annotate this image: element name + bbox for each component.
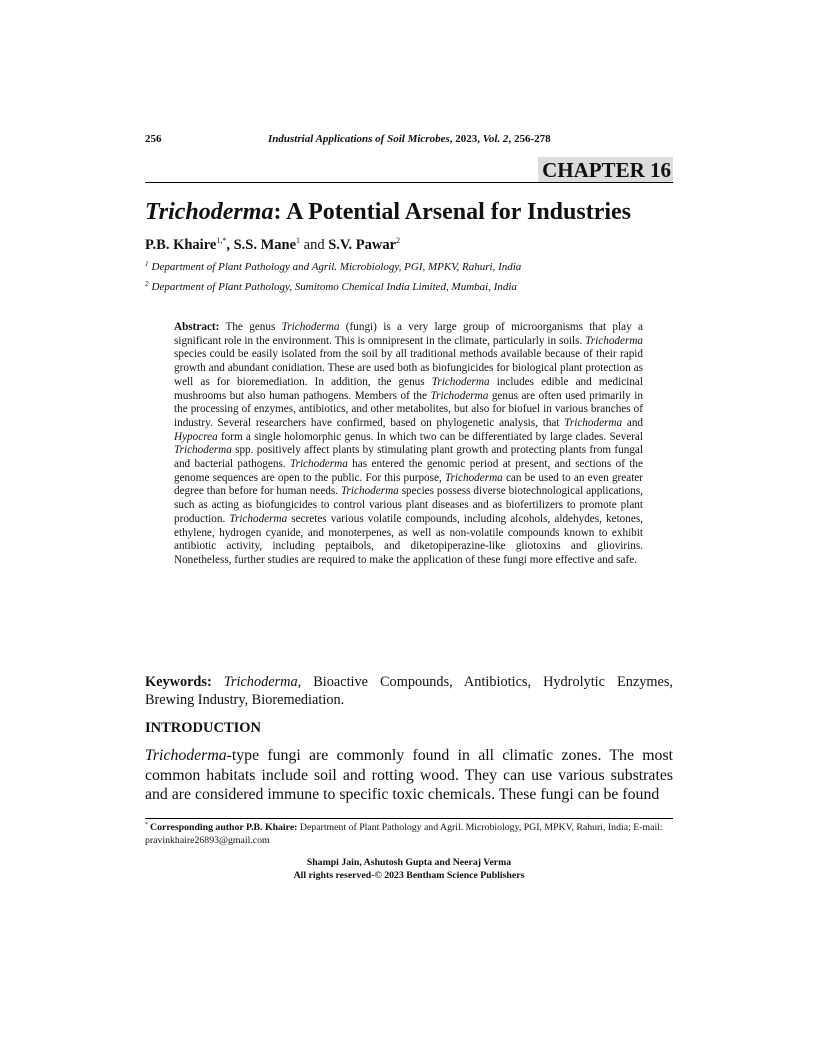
journal-volume: Vol. 2 bbox=[482, 133, 509, 145]
chapter-label: CHAPTER 16 bbox=[538, 157, 673, 182]
italic-term: Trichoderma bbox=[431, 375, 490, 388]
journal-title: Industrial Applications of Soil Microbes bbox=[268, 133, 450, 145]
italic-term: Trichoderma bbox=[564, 416, 623, 429]
text-run: form a single holomorphic genus. In which two can be differentiated by large clades. Several bbox=[217, 430, 643, 443]
text-run: secretes various volatile compounds, including alcohols, aldehydes, ketones, ethylene, hydrogen cyanide, and monoterpenes, as well as non-volatile compounds known to exhibit antibiotic activity, including peptaibols, and diketopiperazine-like gliotoxins and gliovirins. Nonetheless, further studies are required to make the application of these fungi more effective and safe. bbox=[174, 512, 643, 566]
author-name: S.S. Mane bbox=[233, 237, 297, 253]
italic-term: Trichoderma bbox=[340, 485, 399, 498]
abstract-label: Abstract: bbox=[174, 321, 220, 333]
journal-year: , 2023, bbox=[449, 133, 483, 145]
publisher-block bbox=[145, 857, 673, 882]
text-run: and bbox=[622, 416, 644, 429]
chapter-title bbox=[145, 197, 673, 227]
text-run: The genus bbox=[219, 321, 282, 333]
author-name: S.V. Pawar bbox=[328, 237, 397, 253]
italic-term: Trichoderma bbox=[289, 458, 348, 471]
footnote-marker: * bbox=[145, 822, 148, 828]
rights-line: All rights reserved-© 2023 Bentham Science Publishers bbox=[293, 869, 525, 881]
affiliation bbox=[145, 280, 517, 294]
italic-term: Trichoderma bbox=[229, 512, 288, 525]
italic-term: Trichoderma bbox=[430, 389, 489, 402]
text-run: has entered the genomic period at present, and sections of the genome sequences are open to the public. For this purpose, bbox=[174, 458, 643, 484]
author-separator: , bbox=[226, 237, 234, 253]
author-affiliation-marker: 1 bbox=[296, 236, 301, 245]
keywords bbox=[145, 673, 673, 709]
footnote bbox=[145, 822, 673, 847]
affiliation-text: Department of Plant Pathology and Agril. Microbiology, PGI, MPKV, Rahuri, India bbox=[151, 261, 522, 273]
italic-term: Hypocrea bbox=[174, 430, 218, 443]
author-separator: and bbox=[300, 237, 329, 253]
italic-term: Trichoderma bbox=[174, 444, 232, 457]
journal-citation bbox=[268, 133, 551, 145]
keywords-label: Keywords: bbox=[145, 674, 212, 690]
author-list bbox=[145, 236, 400, 254]
author-name: P.B. Khaire bbox=[145, 237, 217, 253]
text-run: genus are often used primarily in the processing of enzymes, antibiotics, and other metabolites, but also for biofuel in various branches of industry. Several researchers have confirmed, based on phylogenetic analysis, that bbox=[174, 389, 643, 429]
abstract-body bbox=[174, 321, 643, 566]
abstract bbox=[174, 321, 643, 568]
author-affiliation-marker: 1,* bbox=[216, 236, 227, 245]
affiliation-text: Department of Plant Pathology, Sumitomo Chemical India Limited, Mumbai, India bbox=[151, 281, 517, 293]
text-run: species possess diverse biotechnological applications, such as acting as biofungicides to control various plant diseases and as biofertilizers to promote plant production. bbox=[174, 485, 643, 525]
text-run: , Bioactive Compounds, Antibiotics, Hydrolytic Enzymes, Brewing Industry, Bioremediation. bbox=[145, 674, 674, 708]
page-number: 256 bbox=[145, 133, 162, 145]
running-head bbox=[145, 133, 673, 149]
italic-term: Trichoderma bbox=[444, 471, 503, 484]
title-italic: Trichoderma bbox=[145, 199, 274, 225]
footnote-rule bbox=[145, 818, 673, 819]
text-run bbox=[212, 674, 224, 690]
title-rest: : A Potential Arsenal for Industries bbox=[273, 199, 631, 225]
affiliation-number: 1 bbox=[145, 260, 149, 268]
text-run: (fungi) is a very large group of microorganisms that play a significant role in the environment. This is omnipresent in the climate, particularly in soils. bbox=[174, 321, 643, 347]
text-run: can be used to an even greater degree than before for human needs. bbox=[174, 471, 643, 498]
text-run: includes edible and medicinal mushrooms but also human pathogens. Members of the bbox=[174, 375, 643, 402]
introduction-paragraph bbox=[145, 746, 673, 805]
affiliation bbox=[145, 260, 521, 274]
footnote-text: Department of Plant Pathology and Agril. Microbiology, PGI, MPKV, Rahuri, India; E-mail: pravinkhaire26893@gmail.com bbox=[145, 822, 663, 846]
text-run: species could be easily isolated from the soil by all traditional methods available because of their rapid growth and abundant conidiation. These are used both as biofungicides for biological plant protection as well as for bioremediation. In addition, the genus bbox=[174, 348, 643, 388]
italic-term: Trichoderma bbox=[223, 674, 298, 690]
journal-pages: , 256-278 bbox=[508, 133, 551, 145]
italic-term: Trichoderma bbox=[281, 321, 340, 333]
editors-line: Shampi Jain, Ashutosh Gupta and Neeraj Verma bbox=[306, 857, 512, 868]
section-heading: INTRODUCTION bbox=[145, 720, 262, 736]
header-rule bbox=[145, 182, 673, 183]
affiliation-number: 2 bbox=[145, 280, 149, 288]
keywords-body bbox=[145, 674, 673, 708]
footnote-label: Corresponding author P.B. Khaire: bbox=[150, 822, 298, 833]
text-run: spp. positively affect plants by stimulating plant growth and protecting plants from fungal and bacterial pathogens. bbox=[174, 444, 643, 471]
italic-term: Trichoderma bbox=[145, 747, 227, 764]
italic-term: Trichoderma bbox=[585, 334, 643, 347]
author-affiliation-marker: 2 bbox=[396, 236, 401, 245]
text-run: -type fungi are commonly found in all climatic zones. The most common habitats include soil and rotting wood. They can use various substrates and are considered immune to specific toxic chemicals. These fungi can be found bbox=[145, 747, 673, 804]
